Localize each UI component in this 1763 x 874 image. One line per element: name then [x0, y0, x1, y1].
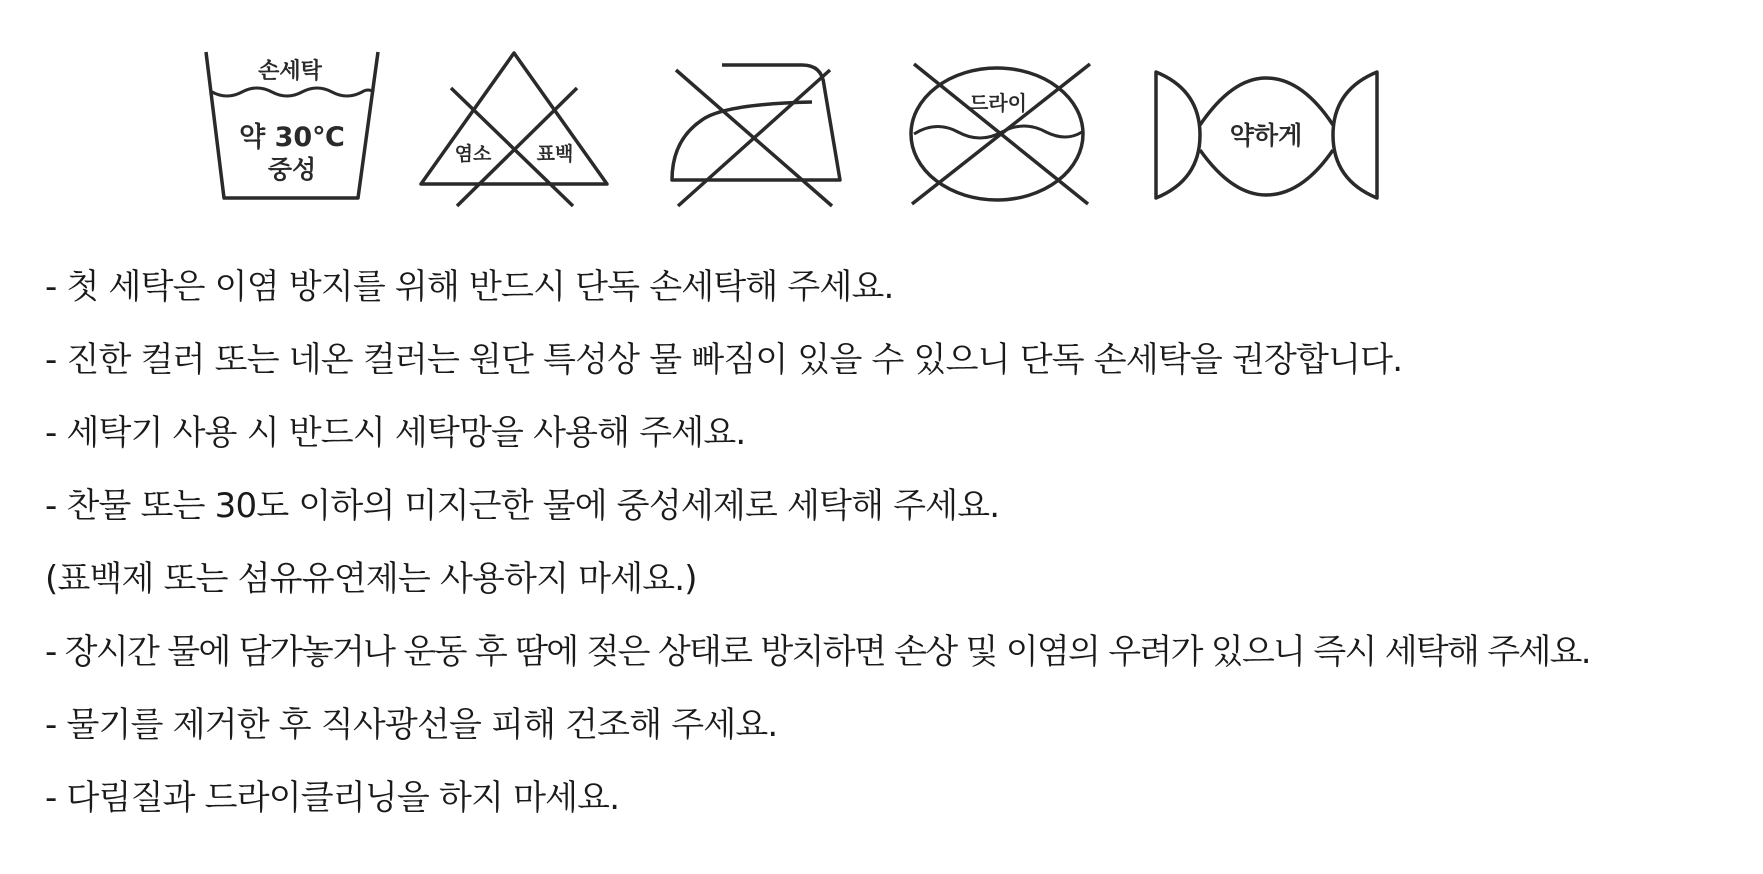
gentle-wring-svg — [1152, 50, 1382, 205]
instruction-cold-water: - 찬물 또는 30도 이하의 미지근한 물에 중성세제로 세탁해 주세요. — [45, 486, 1000, 526]
care-instructions-list — [45, 262, 1745, 846]
instruction-dark-neon-colors: - 진한 컬러 또는 네온 컬러는 원단 특성상 물 빠짐이 있을 수 있으니 단독 손세탁을 권장합니다. — [45, 340, 1403, 380]
instruction-first-wash: - 첫 세탁은 이염 방지를 위해 반드시 단독 손세탁해 주세요. — [45, 267, 894, 307]
hand-wash-30c-svg — [200, 50, 385, 205]
gentle-label: 약하게 — [1229, 121, 1303, 150]
no-dry-clean-svg — [906, 50, 1096, 210]
no-dry-clean-icon — [906, 50, 1096, 210]
instruction-no-bleach-softener: (표백제 또는 섬유유연제는 사용하지 마세요.) — [45, 559, 697, 599]
instruction-laundry-net: - 세탁기 사용 시 반드시 세탁망을 사용해 주세요. — [45, 413, 746, 453]
no-chlorine-bleach-svg — [415, 50, 610, 210]
gentle-wring-icon — [1152, 50, 1382, 205]
instruction-wash-immediately: - 장시간 물에 담가놓거나 운동 후 땀에 젖은 상태로 방치하면 손상 및 이염의 우려가 있으니 즉시 세탁해 주세요. — [45, 632, 1590, 672]
dry-clean-label: 드라이 — [969, 91, 1027, 115]
bleach-label: 표백 — [536, 143, 574, 165]
no-chlorine-bleach-icon — [415, 50, 610, 210]
no-ironing-svg — [662, 50, 847, 210]
care-symbols-row — [0, 0, 1763, 260]
hand-wash-label: 손세탁 — [258, 59, 322, 84]
instruction-no-iron-dryclean: - 다림질과 드라이클리닝을 하지 마세요. — [45, 778, 620, 818]
no-ironing-icon — [662, 50, 847, 210]
hand-wash-30c-icon — [200, 50, 385, 205]
chlorine-label: 염소 — [454, 143, 492, 165]
instruction-dry-shade: - 물기를 제거한 후 직사광선을 피해 건조해 주세요. — [45, 705, 778, 745]
neutral-detergent-label: 중성 — [267, 155, 317, 184]
temperature-label: 약 30℃ — [239, 122, 345, 153]
